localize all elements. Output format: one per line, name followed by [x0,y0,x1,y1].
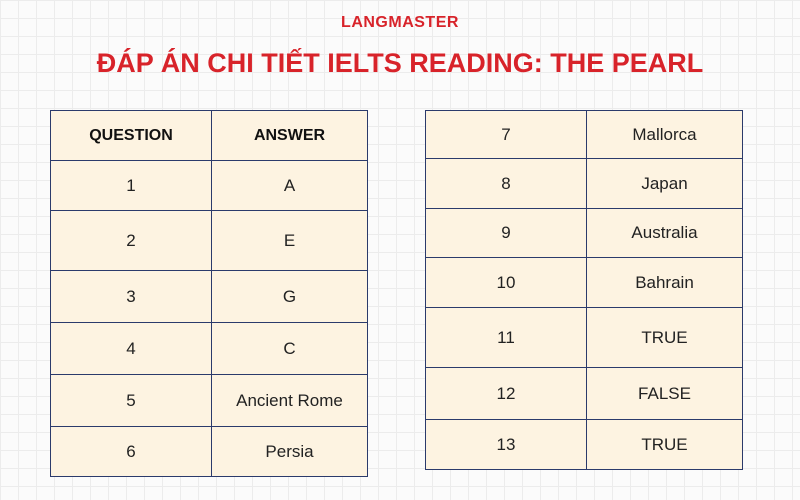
question-cell: 11 [426,308,587,368]
table-row [51,323,368,375]
answer-header: ANSWER [212,111,368,161]
page-title: ĐÁP ÁN CHI TIẾT IELTS READING: THE PEARL [96,48,704,78]
question-cell: 1 [51,161,212,211]
question-cell: 6 [51,427,212,477]
answer-cell: TRUE [587,420,743,470]
answer-cell: E [212,211,368,271]
table-row [426,420,743,470]
table-row [51,271,368,323]
answer-table-right [425,110,743,470]
table-row [426,111,743,159]
table-row [51,427,368,477]
answer-cell: Persia [212,427,368,477]
table-row [426,258,743,308]
question-cell: 7 [426,111,587,159]
question-cell: 12 [426,368,587,420]
question-cell: 3 [51,271,212,323]
question-cell: 5 [51,375,212,427]
table-header-row [51,111,368,161]
answer-cell: G [212,271,368,323]
question-cell: 13 [426,420,587,470]
answer-cell: A [212,161,368,211]
answer-cell: Ancient Rome [212,375,368,427]
table-row [426,368,743,420]
answer-cell: C [212,323,368,375]
table-row [51,375,368,427]
table-row [51,211,368,271]
question-cell: 9 [426,209,587,258]
answer-cell: TRUE [587,308,743,368]
question-cell: 2 [51,211,212,271]
answer-cell: Japan [587,159,743,209]
question-header: QUESTION [51,111,212,161]
answer-cell: FALSE [587,368,743,420]
table-row [426,159,743,209]
table-row [426,308,743,368]
question-cell: 8 [426,159,587,209]
table-row [51,161,368,211]
question-cell: 4 [51,323,212,375]
answer-cell: Bahrain [587,258,743,308]
answer-table-left [50,110,368,477]
table-row [426,209,743,258]
brand-logo: LANGMASTER [341,14,459,31]
answer-cell: Mallorca [587,111,743,159]
question-cell: 10 [426,258,587,308]
answer-cell: Australia [587,209,743,258]
